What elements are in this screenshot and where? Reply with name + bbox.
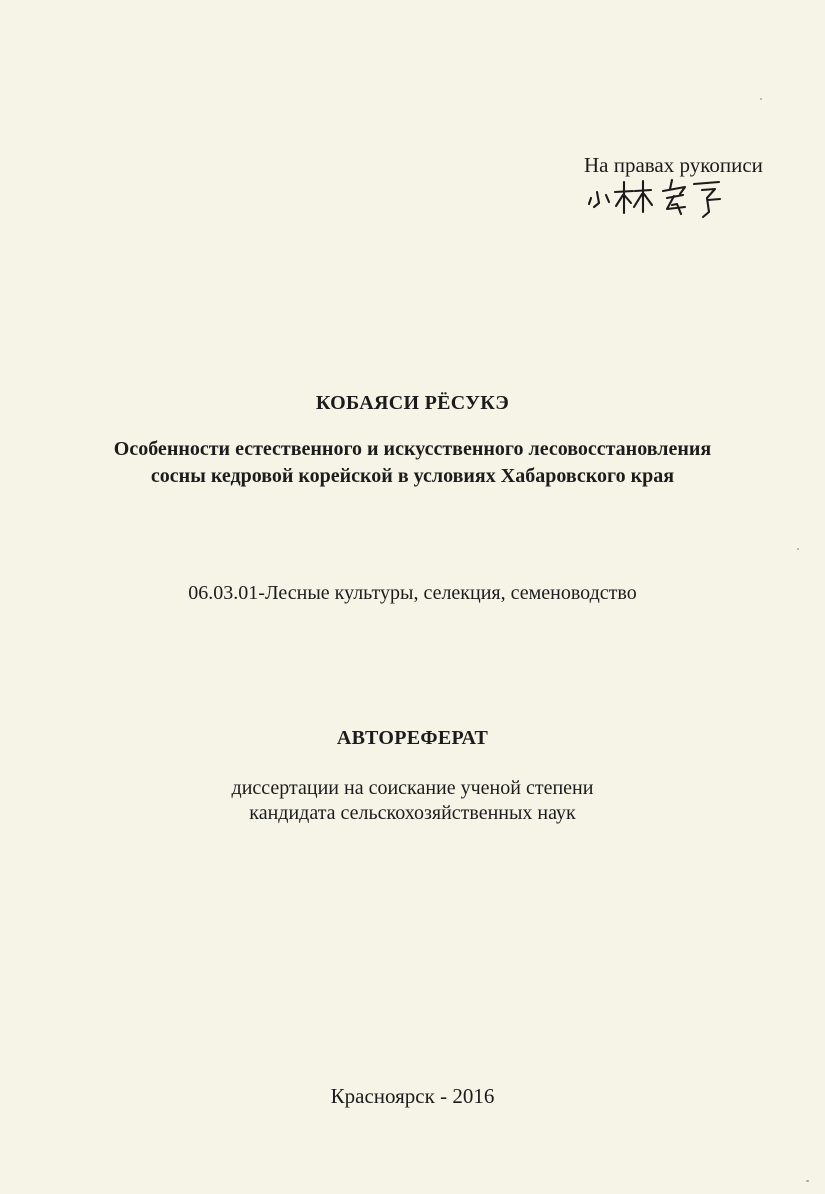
scan-speck bbox=[806, 1180, 809, 1182]
degree-description-line: диссертации на соискание ученой степени bbox=[231, 777, 594, 799]
author-name: КОБАЯСИ РЁСУКЭ bbox=[315, 392, 510, 414]
manuscript-rights-note: На правах рукописи bbox=[584, 153, 763, 177]
scan-speck bbox=[760, 98, 762, 100]
signature-ink bbox=[588, 172, 738, 222]
dissertation-title-line: Особенности естественного и искусственного лесовосстановления bbox=[113, 438, 712, 460]
dissertation-title-line: сосны кедровой корейской в условиях Хабаровского края bbox=[150, 465, 675, 487]
degree-description-line: кандидата сельскохозяйственных наук bbox=[249, 802, 576, 824]
scan-speck bbox=[797, 548, 799, 550]
document-type-heading: АВТОРЕФЕРАТ bbox=[336, 727, 489, 749]
city-and-year: Красноярск - 2016 bbox=[330, 1084, 495, 1108]
specialty-code: 06.03.01-Лесные культуры, селекция, семеноводство bbox=[188, 582, 637, 604]
author-signature bbox=[588, 172, 738, 222]
